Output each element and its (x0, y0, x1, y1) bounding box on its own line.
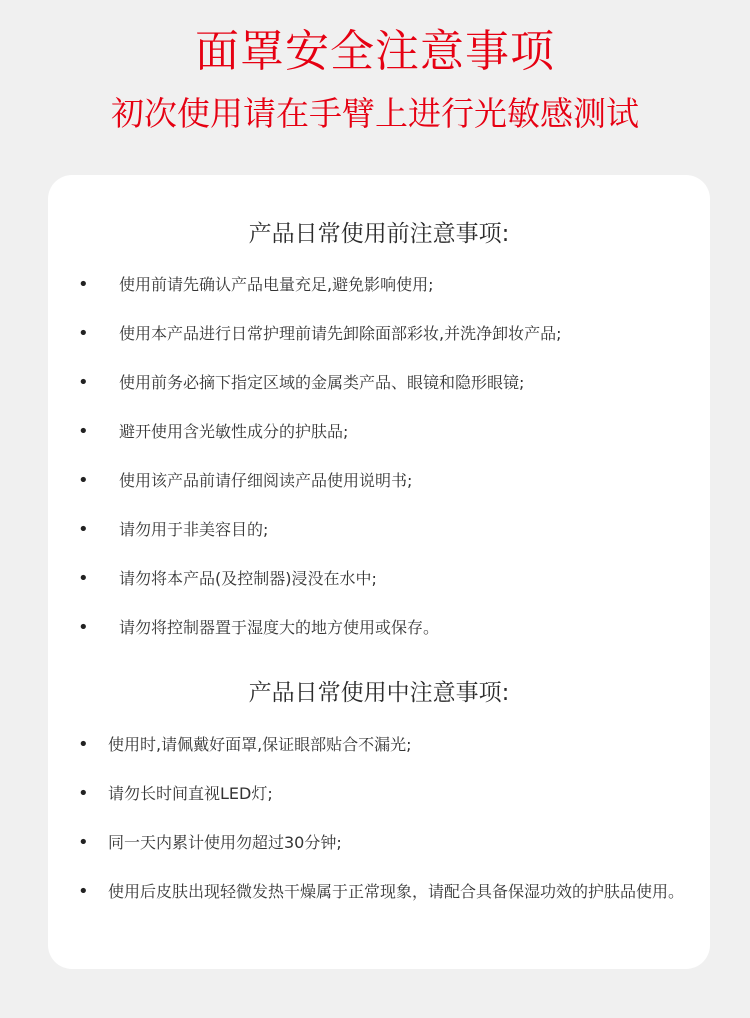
notice-card (48, 175, 710, 969)
bullet-icon: • (78, 568, 89, 589)
bullet-icon: • (78, 274, 89, 295)
bullet-icon: • (78, 323, 89, 344)
list-item (78, 879, 688, 905)
section-during-title: 产品日常使用中注意事项: (248, 680, 510, 706)
page-subtitle: 初次使用请在手臂上进行光敏感测试 (111, 94, 639, 133)
section-during-list (78, 732, 688, 928)
list-item-text: 使用前请先确认产品电量充足,避免影响使用; (119, 275, 434, 294)
list-item-text: 使用该产品前请仔细阅读产品使用说明书; (119, 471, 413, 490)
bullet-icon: • (78, 734, 89, 755)
list-item (78, 615, 688, 664)
list-item (78, 419, 688, 468)
list-item (78, 321, 688, 370)
list-item (78, 370, 688, 419)
page-title: 面罩安全注意事项 (195, 26, 555, 77)
list-item-text: 请勿将本产品(及控制器)浸没在水中; (119, 569, 377, 588)
list-item-text: 请勿长时间直视LED灯; (108, 784, 273, 803)
list-item-text: 请勿将控制器置于湿度大的地方使用或保存。 (119, 618, 440, 637)
bullet-icon: • (78, 783, 89, 804)
list-item-text: 使用前务必摘下指定区域的金属类产品、眼镜和隐形眼镜; (119, 373, 525, 392)
list-item-text: 使用后皮肤出现轻微发热干燥属于正常现象，请配合具备保湿功效的护肤品使用。 (108, 882, 685, 901)
bullet-icon: • (78, 470, 89, 491)
section-before-title: 产品日常使用前注意事项: (248, 221, 510, 247)
list-item (78, 272, 688, 321)
list-item (78, 517, 688, 566)
list-item (78, 732, 688, 758)
list-item (78, 468, 688, 517)
list-item-text: 同一天内累计使用勿超过30分钟; (108, 833, 342, 852)
bullet-icon: • (78, 421, 89, 442)
list-item (78, 566, 688, 615)
bullet-icon: • (78, 519, 89, 540)
list-item-text: 使用本产品进行日常护理前请先卸除面部彩妆,并洗净卸妆产品; (119, 324, 562, 343)
bullet-icon: • (78, 372, 89, 393)
section-before-list (78, 272, 688, 664)
list-item-text: 请勿用于非美容目的; (119, 520, 269, 539)
list-item (78, 781, 688, 807)
bullet-icon: • (78, 881, 89, 902)
list-item (78, 830, 688, 856)
bullet-icon: • (78, 832, 89, 853)
list-item-text: 使用时,请佩戴好面罩,保证眼部贴合不漏光; (108, 735, 412, 754)
bullet-icon: • (78, 617, 89, 638)
list-item-text: 避开使用含光敏性成分的护肤品; (119, 422, 349, 441)
